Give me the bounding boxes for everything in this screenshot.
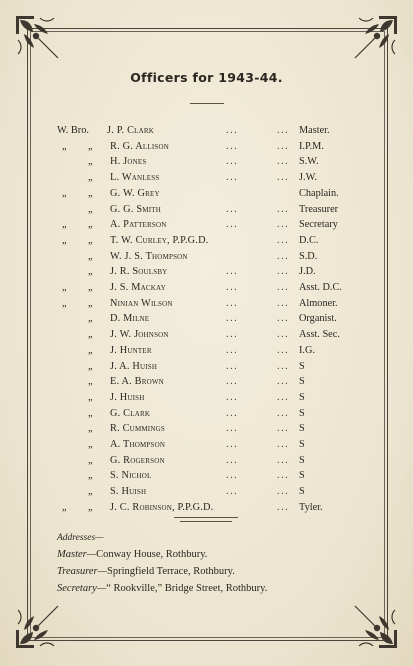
officer-office: S — [299, 360, 305, 372]
ditto-mark: „ — [88, 172, 93, 184]
officer-name: E. A. Brown — [110, 376, 164, 388]
page-title: Officers for 1943-44. — [130, 70, 283, 85]
ditto-mark: „ — [88, 156, 93, 168]
ditto-mark: „ — [62, 297, 67, 309]
officer-name: Ninian Wilson — [110, 297, 173, 309]
officer-name: R. Cummings — [110, 423, 165, 435]
officer-office: S — [299, 391, 305, 403]
dot-leader: ... — [277, 250, 290, 262]
address-line-secretary — [57, 583, 267, 594]
officer-office: D.C. — [299, 234, 319, 246]
officer-row — [0, 219, 413, 234]
dot-leader: ... — [226, 344, 239, 356]
officer-row — [0, 470, 413, 485]
corner-ornament-icon — [353, 14, 399, 60]
dot-leader: ... — [277, 423, 290, 435]
officer-name: G. Rogerson — [110, 454, 165, 466]
dot-leader: ... — [277, 439, 290, 450]
officer-office: Master. — [299, 125, 330, 136]
officer-row — [0, 172, 413, 187]
officer-office: S — [299, 486, 305, 498]
officer-office: Asst. D.C. — [299, 282, 342, 293]
officer-office: I.G. — [299, 344, 316, 356]
officer-name: S. Huish — [110, 486, 147, 498]
dot-leader: ... — [277, 140, 290, 152]
officer-row — [0, 361, 413, 376]
officer-row — [0, 251, 413, 266]
officer-row — [0, 455, 413, 470]
dot-leader: ... — [277, 313, 290, 325]
officer-name: J. Hunter — [110, 344, 152, 356]
officer-name: A. Patterson — [110, 219, 167, 231]
dot-leader: ... — [226, 125, 239, 136]
ditto-mark: „ — [88, 282, 93, 293]
officer-name: J. R. Soulsby — [110, 266, 168, 278]
officer-name: W. J. S. Thompson — [110, 250, 188, 262]
dot-leader: ... — [226, 219, 239, 231]
ditto-mark: „ — [88, 501, 93, 513]
dot-leader: ... — [277, 203, 290, 215]
officer-row — [0, 125, 413, 140]
officer-office: Chaplain. — [299, 187, 339, 199]
officer-office: Tyler. — [299, 501, 323, 513]
officer-row — [0, 408, 413, 423]
address-label: Secretary— — [57, 583, 107, 594]
officer-name: J. P. Clark — [107, 125, 155, 136]
officer-office: J.W. — [299, 172, 317, 184]
dot-leader: ... — [277, 344, 290, 356]
addresses-heading: Addresses— — [57, 533, 104, 543]
dot-leader: ... — [226, 360, 239, 372]
dot-leader: ... — [277, 156, 290, 168]
dot-leader: ... — [226, 156, 239, 168]
dot-leader: ... — [226, 297, 239, 309]
officer-office: Secretary — [299, 219, 338, 231]
dot-leader: ... — [226, 329, 239, 341]
officer-name: D. Milne — [110, 313, 150, 325]
dot-leader: ... — [277, 501, 290, 513]
section-divider — [174, 517, 238, 518]
officer-name: G. W. Grey — [110, 187, 160, 199]
ditto-mark: „ — [62, 501, 67, 513]
dot-leader: ... — [277, 470, 290, 482]
officer-office: S — [299, 454, 305, 466]
officer-name: L. Wanless — [110, 172, 160, 184]
dot-leader: ... — [226, 454, 239, 466]
dot-leader: ... — [277, 376, 290, 388]
dot-leader: ... — [226, 376, 239, 388]
dot-leader: ... — [226, 266, 239, 278]
ditto-mark: „ — [88, 454, 93, 466]
dot-leader: ... — [277, 266, 290, 278]
officer-office: Organist. — [299, 313, 337, 325]
officer-row — [0, 486, 413, 501]
ditto-mark: „ — [88, 297, 93, 309]
officer-office: S — [299, 376, 305, 388]
address-text: Conway House, Rothbury. — [96, 549, 208, 560]
officer-name: J. W. Johnson — [110, 329, 169, 341]
officer-row — [0, 235, 413, 250]
officer-row — [0, 141, 413, 156]
officer-row — [0, 282, 413, 297]
officer-row — [0, 502, 413, 517]
officer-office: Almoner. — [299, 297, 338, 309]
corner-ornament-icon — [353, 604, 399, 650]
ditto-mark: „ — [88, 187, 93, 199]
ditto-mark: „ — [88, 234, 93, 246]
address-text: “ Rookville,” Bridge Street, Rothbury. — [106, 583, 268, 594]
address-line-master — [57, 549, 207, 560]
dot-leader: ... — [226, 313, 239, 325]
ditto-mark: „ — [88, 376, 93, 388]
officer-office: S — [299, 407, 305, 419]
officer-name: H. Jones — [110, 156, 147, 168]
dot-leader: ... — [277, 454, 290, 466]
address-label: Master— — [57, 549, 97, 560]
dot-leader: ... — [277, 125, 290, 136]
dot-leader: ... — [277, 329, 290, 341]
ditto-mark: „ — [88, 140, 93, 152]
officer-name: T. W. Curley, P.P.G.D. — [110, 234, 209, 246]
officer-office: S — [299, 423, 305, 435]
officer-office: Asst. Sec. — [299, 329, 340, 341]
dot-leader: ... — [226, 391, 239, 403]
dot-leader: ... — [226, 203, 239, 215]
section-divider — [180, 521, 232, 522]
dot-leader: ... — [226, 423, 239, 435]
dot-leader: ... — [277, 486, 290, 498]
title-divider — [190, 103, 224, 104]
ditto-mark: „ — [88, 423, 93, 435]
officer-row — [0, 439, 413, 454]
officer-office: S — [299, 470, 305, 482]
officer-row — [0, 156, 413, 171]
dot-leader: ... — [226, 172, 239, 184]
ditto-mark: „ — [88, 407, 93, 419]
officer-row — [0, 376, 413, 391]
officer-name: J. C. Robinson, P.P.G.D. — [110, 501, 214, 513]
officer-row — [0, 423, 413, 438]
officer-office: I.P.M. — [299, 140, 324, 152]
ditto-mark: „ — [88, 313, 93, 325]
dot-leader: ... — [277, 234, 290, 246]
dot-leader: ... — [277, 360, 290, 372]
officer-office: S.D. — [299, 250, 318, 262]
ditto-mark: „ — [88, 329, 93, 341]
officer-name: J. Huish — [110, 391, 145, 403]
officer-office: S — [299, 439, 305, 450]
ditto-mark: „ — [62, 282, 67, 293]
officer-office: S.W. — [299, 156, 319, 168]
dot-leader: ... — [226, 140, 239, 152]
address-label: Treasurer— — [57, 566, 107, 577]
ditto-mark: „ — [88, 250, 93, 262]
officer-row — [0, 188, 413, 203]
dot-leader: ... — [277, 297, 290, 309]
ditto-mark: „ — [88, 344, 93, 356]
officer-office: Treasurer — [299, 203, 339, 215]
corner-ornament-icon — [14, 14, 60, 60]
ditto-mark: „ — [88, 203, 93, 215]
dot-leader: ... — [277, 391, 290, 403]
officer-row — [0, 298, 413, 313]
dot-leader: ... — [226, 486, 239, 498]
dot-leader: ... — [277, 282, 290, 293]
officer-name: G. Clark — [110, 407, 151, 419]
ditto-mark: „ — [88, 391, 93, 403]
officer-row — [0, 313, 413, 328]
officer-row — [0, 266, 413, 281]
officer-name: A. Thompson — [110, 439, 166, 450]
officer-name: J. S. Mackay — [110, 282, 166, 293]
dot-leader: ... — [226, 282, 239, 293]
dot-leader: ... — [226, 439, 239, 450]
dot-leader: ... — [277, 172, 290, 184]
officer-row — [0, 392, 413, 407]
officer-name: S. Nichol — [110, 470, 152, 482]
ditto-mark: „ — [88, 486, 93, 498]
dot-leader: ... — [277, 407, 290, 419]
ditto-mark: „ — [62, 140, 67, 152]
ditto-mark: „ — [88, 439, 93, 450]
dot-leader: ... — [226, 407, 239, 419]
ditto-mark: „ — [88, 266, 93, 278]
officer-name: G. G. Smith — [110, 203, 161, 215]
ditto-mark: „ — [88, 470, 93, 482]
dot-leader: ... — [277, 219, 290, 231]
address-text: Springfield Terrace, Rothbury. — [106, 566, 235, 577]
ditto-mark: „ — [62, 187, 67, 199]
ditto-mark: „ — [62, 219, 67, 231]
dot-leader: ... — [226, 470, 239, 482]
officer-name: J. A. Huish — [110, 360, 158, 372]
officer-row — [0, 345, 413, 360]
address-line-treasurer — [57, 566, 235, 577]
officer-title-prefix: W. Bro. — [57, 125, 89, 136]
officer-office: J.D. — [299, 266, 316, 278]
officer-row — [0, 329, 413, 344]
officer-row — [0, 204, 413, 219]
corner-ornament-icon — [14, 604, 60, 650]
ditto-mark: „ — [88, 360, 93, 372]
officer-name: R. G. Allison — [110, 140, 169, 152]
ditto-mark: „ — [88, 219, 93, 231]
ditto-mark: „ — [62, 234, 67, 246]
